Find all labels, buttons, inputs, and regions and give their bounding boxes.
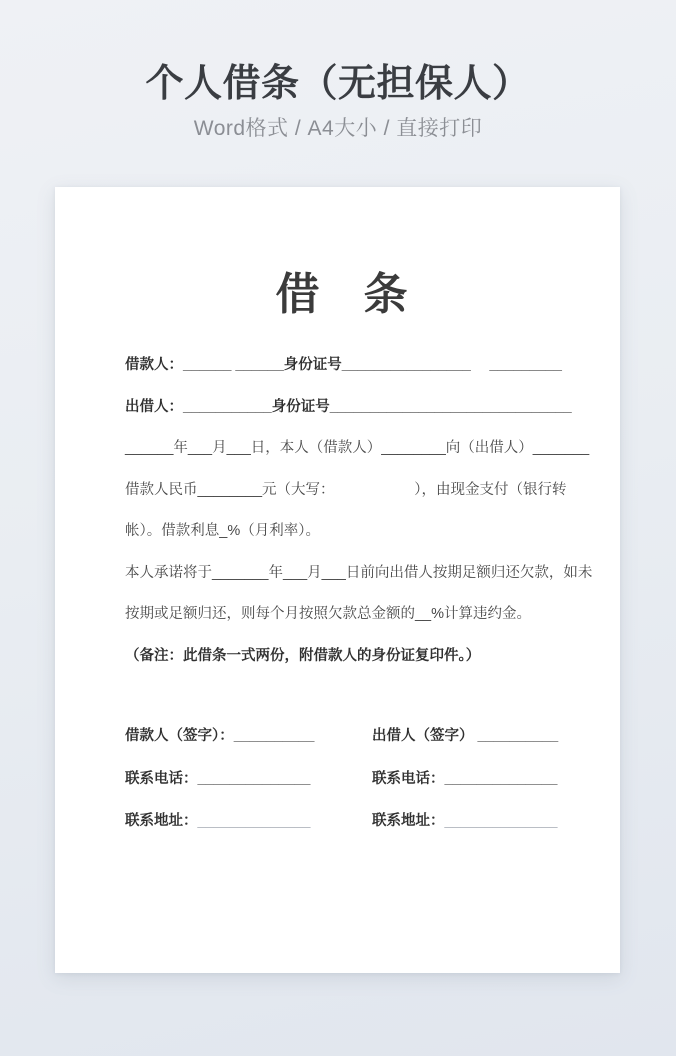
signature-section [125, 715, 558, 843]
lender-address-label: 联系地址： [372, 813, 445, 829]
page-header [0, 62, 676, 142]
signature-row-address [125, 800, 558, 843]
lender-sign-blank: __________ [477, 728, 559, 744]
line-repayment-promise: 本人承诺将于_______年___月___日前向出借人按期足额归还欠款，如未 [125, 564, 593, 581]
borrower-phone-label: 联系电话： [125, 770, 198, 787]
page-title: 个人借条（无担保人） [145, 63, 531, 105]
lender-phone-cell [372, 758, 558, 801]
line-interest: 帐）。借款利息_%（月利率）。 [125, 523, 320, 539]
line-date-parties: ______年___月___日，本人（借款人）________向（出借人）_______ [125, 440, 590, 456]
borrower-address-cell [125, 800, 372, 843]
signature-row-sign [125, 715, 558, 758]
signature-row-phone [125, 758, 558, 801]
lender-phone-label: 联系电话： [372, 770, 445, 787]
line-note: （备注：此借条一式两份，附借款人的身份证复印件。） [125, 647, 481, 664]
lender-sign-cell [372, 715, 558, 758]
line-amount: 借款人民币________元（大写： ），由现金支付（银行转 [125, 481, 567, 498]
line-lender-id: 出借人：___________身份证号______________________________ [125, 398, 572, 415]
document-title: 借 条 [275, 270, 408, 319]
document-paper [55, 187, 620, 973]
borrower-sign-label: 借款人（签字）： [125, 728, 234, 744]
borrower-sign-cell [125, 715, 372, 758]
lender-address-blank: ______________ [444, 813, 558, 829]
borrower-phone-cell [125, 758, 372, 801]
borrower-phone-blank: ______________ [197, 770, 311, 787]
borrower-address-blank: ______________ [197, 813, 311, 829]
lender-sign-label: 出借人（签字） [372, 728, 474, 744]
lender-address-cell [372, 800, 558, 843]
lender-phone-blank: ______________ [444, 770, 558, 787]
page-subtitle: Word格式 / A4大小 / 直接打印 [193, 117, 483, 140]
line-borrower-id: 借款人：______ ______身份证号________________ _________ [125, 357, 562, 373]
borrower-sign-blank: __________ [233, 728, 315, 744]
line-penalty: 按期或足额归还，则每个月按照欠款总金额的__%计算违约金。 [125, 606, 532, 622]
borrower-address-label: 联系地址： [125, 813, 198, 829]
document-body [125, 345, 593, 677]
